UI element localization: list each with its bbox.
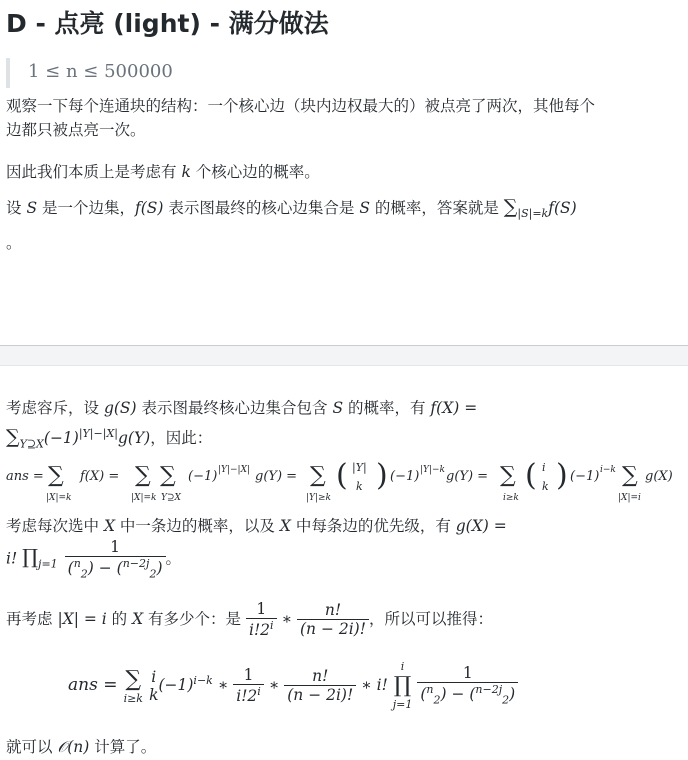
text: 再考虑 bbox=[6, 610, 58, 629]
fraction-numerator: n! bbox=[324, 601, 342, 620]
product-symbol: ∏ bbox=[22, 544, 39, 569]
math-text: g(Y) = bbox=[446, 469, 489, 484]
math-text: (−1) bbox=[188, 469, 218, 484]
left-paren: ( bbox=[336, 458, 348, 493]
equation-final-answer: ans = ∑ i≥k i k $(-1)^{i-k}$ ∗ $\frac{1}{i!2^i}$ ∗ $\frac{n!}{(n - 2i)!}$ ∗ i! i ∏ j=1 $\frac{1}{(^n_2) - (^{n-2j}_2)}$ bbox=[68, 660, 518, 711]
text: 计算了。 bbox=[89, 738, 157, 756]
fraction-denominator bbox=[233, 684, 264, 705]
math-subscript: |X|=k bbox=[131, 493, 157, 503]
math-superscript: i bbox=[400, 660, 405, 673]
sum-symbol: ∑ bbox=[125, 666, 142, 692]
sum-block bbox=[122, 667, 144, 705]
blockquote-bar bbox=[6, 58, 10, 88]
sum-symbol: ∑ bbox=[135, 463, 151, 488]
math-expr: (−1) bbox=[43, 429, 79, 448]
page-title: D - 点亮 (light) - 满分做法 bbox=[6, 9, 329, 38]
fraction bbox=[65, 538, 166, 580]
text: 表示图最终的核心边集合是 bbox=[163, 199, 360, 217]
math-superscript: i bbox=[257, 684, 261, 698]
right-paren: ) bbox=[556, 458, 568, 493]
paragraph-end-mark: 。 bbox=[6, 234, 22, 252]
math-text: (−1) bbox=[390, 469, 420, 484]
math-subscript: j=1 bbox=[38, 557, 58, 571]
math-var: X bbox=[279, 517, 291, 535]
product-block bbox=[393, 660, 413, 711]
fraction-denominator: ($^n_2$) − ($^{n-2j}_2$) bbox=[65, 556, 166, 580]
fraction bbox=[246, 600, 277, 639]
math-superscript: |Y|−|X| bbox=[218, 465, 251, 475]
text: 中每条边的优先级，有 bbox=[290, 517, 456, 535]
text: 有多少个：是 bbox=[143, 610, 246, 629]
fraction-numerator: 1 bbox=[462, 664, 473, 683]
paragraph-structure bbox=[6, 94, 595, 142]
paragraph-line: 观察一下每个连通块的结构：一个核心边（块内边权最大的）被点亮了两次，其他每个 bbox=[6, 97, 596, 115]
math-superscript: |Y|−|X| bbox=[78, 427, 118, 440]
binom-bottom: 2 bbox=[433, 693, 441, 707]
math-subscript: |S|=k bbox=[517, 207, 549, 221]
math-subscript: j=1 bbox=[392, 698, 413, 711]
fraction-numerator: 1 bbox=[110, 538, 120, 556]
math-var: S bbox=[332, 399, 344, 417]
paragraph-g-formula bbox=[6, 514, 507, 538]
math-text: ans = bbox=[6, 469, 44, 484]
text: 设 bbox=[6, 199, 27, 217]
math-text: (−1) bbox=[570, 469, 600, 484]
math-text: i! bbox=[6, 549, 23, 568]
fraction-denominator: (n − 2i)! bbox=[284, 685, 356, 704]
fraction-numerator: 1 bbox=[243, 665, 254, 684]
fraction bbox=[417, 664, 518, 706]
paragraph-line: 边都只被点亮一次。 bbox=[6, 121, 146, 139]
section-separator bbox=[0, 345, 688, 366]
fraction-denominator: ($^n_2$) − ($^{n-2j}_2$) bbox=[417, 682, 518, 706]
math-subscript: i≥k bbox=[503, 493, 519, 503]
binom-bottom: k bbox=[356, 480, 363, 493]
binom-top: |Y| bbox=[352, 461, 367, 474]
math-subscript: Y⊇X bbox=[19, 437, 44, 451]
text: ，因此： bbox=[150, 429, 213, 448]
math-expr: f(S) bbox=[135, 199, 164, 217]
binom-top: n−2j bbox=[122, 557, 150, 570]
text: 是一个边集， bbox=[37, 199, 135, 217]
sum-symbol: ∑ bbox=[622, 463, 638, 488]
math-text: f(X) = bbox=[80, 469, 120, 484]
text: 。 bbox=[165, 549, 182, 568]
binom-top: i bbox=[151, 667, 157, 686]
math-text: i!2 bbox=[248, 621, 271, 640]
sum-symbol: ∑ bbox=[500, 463, 516, 488]
math-text: ans = bbox=[68, 675, 118, 695]
math-expr: f(X) = bbox=[430, 399, 478, 417]
product-symbol: ∏ bbox=[393, 673, 412, 698]
fraction-numerator: 1 bbox=[256, 600, 267, 618]
math-expr: 𝒪(n) bbox=[57, 738, 90, 756]
sum-symbol: ∑ bbox=[160, 463, 176, 488]
math-text: g(Y) = bbox=[255, 469, 298, 484]
math-superscript: |Y|−k bbox=[420, 465, 446, 475]
binom-bottom: 2 bbox=[502, 693, 510, 707]
math-expr: g(X) = bbox=[455, 517, 507, 535]
binom-top: n−2j bbox=[475, 683, 503, 697]
math-var: S bbox=[359, 199, 370, 217]
math-expr: g(S) bbox=[103, 399, 137, 417]
text: 的 bbox=[106, 610, 133, 629]
right-paren: ) bbox=[376, 458, 388, 493]
binom-bottom: k bbox=[149, 685, 159, 704]
sum-symbol: ∑ bbox=[6, 426, 20, 449]
text: 表示图最终核心边集合包含 bbox=[136, 399, 333, 417]
text: 中一条边的概率，以及 bbox=[114, 517, 280, 535]
text: 就可以 bbox=[6, 738, 58, 756]
text: 考虑每次选中 bbox=[6, 517, 104, 535]
paragraph-complexity bbox=[6, 735, 156, 759]
math-subscript: |X|=k bbox=[46, 493, 72, 503]
binom-top: n bbox=[73, 557, 81, 570]
constraint-text: 1 ≤ n ≤ 500000 bbox=[28, 61, 173, 82]
binom-bottom: 2 bbox=[149, 567, 157, 581]
math-superscript: i−k bbox=[600, 465, 616, 475]
text: 的概率，有 bbox=[343, 399, 431, 417]
fraction bbox=[233, 666, 264, 705]
math-subscript: |Y|≥k bbox=[306, 493, 332, 503]
math-text: (−1) bbox=[158, 676, 194, 694]
fraction-denominator: (n − 2i)! bbox=[297, 619, 369, 638]
math-var: k bbox=[181, 163, 191, 181]
paragraph-core-edges bbox=[6, 160, 320, 184]
fraction bbox=[297, 601, 369, 638]
sum-symbol: ∑ bbox=[48, 463, 64, 488]
fraction-numerator: n! bbox=[312, 667, 329, 685]
g-formula-line2 bbox=[6, 538, 181, 580]
math-superscript: i bbox=[270, 619, 274, 632]
math-expr: f(S) bbox=[548, 199, 577, 217]
paragraph-count-x: 再考虑 |X| = i 的 X 有多少个：是 $\frac{1}{i!2^i}$ ∗ $\frac{n!}{(n - 2i)!}$ ，所以可以推得： bbox=[6, 600, 493, 640]
fraction bbox=[284, 667, 356, 704]
math-subscript: i≥k bbox=[123, 691, 143, 705]
text: 个核心边的概率。 bbox=[190, 163, 320, 181]
math-subscript: |X|=i bbox=[618, 493, 641, 503]
binom-bottom: k bbox=[542, 480, 549, 493]
left-paren: ( bbox=[525, 458, 537, 493]
math-var: X bbox=[132, 610, 144, 629]
paragraph-define-f bbox=[6, 195, 577, 226]
paragraph-inclusion-exclusion bbox=[6, 396, 477, 456]
sum-symbol: ∑ bbox=[503, 196, 518, 218]
math-text: i! bbox=[376, 676, 388, 694]
text: 的概率，答案就是 bbox=[369, 199, 504, 217]
text: 因此我们本质上是考虑有 bbox=[6, 163, 182, 181]
math-text: g(X) bbox=[645, 469, 673, 484]
binom-bottom: 2 bbox=[80, 567, 88, 581]
binom-top: i bbox=[542, 461, 546, 474]
math-expr: g(Y) bbox=[117, 429, 151, 448]
math-text: i!2 bbox=[236, 687, 258, 706]
math-expr: |X| = i bbox=[57, 610, 107, 629]
text: ，所以可以推得： bbox=[368, 610, 493, 629]
math-var: S bbox=[26, 199, 38, 217]
equation-ans-expansion bbox=[0, 452, 688, 512]
math-var: X bbox=[103, 517, 115, 535]
sum-symbol: ∑ bbox=[310, 463, 326, 488]
math-subscript: Y⊇X bbox=[161, 493, 181, 503]
math-superscript: i−k bbox=[193, 673, 213, 687]
binom-top: n bbox=[426, 683, 434, 697]
fraction-denominator bbox=[246, 618, 277, 639]
text: 考虑容斥，设 bbox=[6, 399, 104, 417]
